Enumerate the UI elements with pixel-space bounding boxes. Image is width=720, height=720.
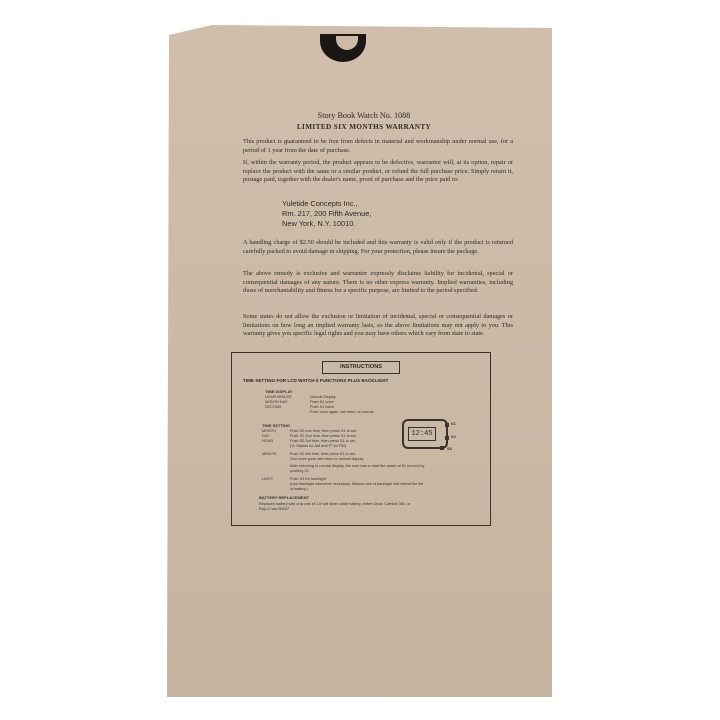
address-line-1: Yuletide Concepts Inc., [282, 199, 358, 208]
button-label-s1: S1 [451, 421, 456, 426]
warranty-paragraph-3: A handling charge of $2.50 should be included and this warranty is valid only if the product is returned carefully packed to avoid damage in shipping. For your protection, please insure the package. [243, 239, 513, 255]
time-display-text: Normal Display [310, 395, 336, 399]
instructions-title: INSTRUCTIONS [322, 361, 400, 374]
time-display-text: Push S1 once [310, 400, 334, 404]
time-setting-label: DAY [262, 434, 270, 438]
warranty-heading: LIMITED SIX MONTHS WARRANTY [296, 123, 432, 131]
battery-text: Ray-O-Vac RW47 [259, 507, 290, 511]
address-line-2: Rm. 217, 200 Fifth Avenue, [282, 209, 372, 219]
watch-button-icon [445, 436, 449, 440]
time-setting-text: Push S2 2nd time, then press S1 to set. [290, 434, 357, 438]
time-setting-text: pushing S1. [290, 469, 311, 473]
time-setting-text: Push S2 one time, then press S1 to set. [290, 429, 357, 433]
button-label-s3: S3 [447, 446, 452, 451]
time-setting-text: ('A' Stands for AM and 'P' for PM) [290, 444, 347, 448]
time-setting-text: (Use backlight whenever necessary. Seldom use of backlight will extend the life [290, 482, 424, 486]
watch-button-icon [440, 446, 444, 450]
time-display-text: Push once again, will return to normal [310, 410, 374, 414]
watch-screen: 12:45 [408, 427, 436, 441]
time-display-text: Push S1 twice [310, 405, 335, 409]
address-line-3: New York, N.Y. 10010. [282, 219, 356, 229]
time-display-header: TIME DISPLAY [265, 389, 293, 394]
time-setting-text: After returning to normal display, the user has to start the watch at 01 second by [290, 464, 425, 468]
time-setting-text: Push S2 3rd time, then press S1 to set. [290, 439, 357, 443]
time-setting-text: Push S2 4th time, then press S1 to set. [290, 452, 356, 456]
warranty-paragraph-1: This product is guaranteed to be free from defects in material and workmanship under normal use, for a period of 1 year from the date of purchase. [243, 138, 513, 154]
time-setting-text: Push S3 for backlight. [290, 477, 327, 481]
watch-button-icon [445, 423, 449, 427]
time-setting-label: LIGHT [262, 477, 274, 481]
time-setting-text: One more push will return to normal display. [290, 457, 365, 461]
time-setting-label: HOUR [262, 439, 274, 443]
battery-header: BATTERY REPLACEMENT [259, 495, 309, 500]
warranty-paragraph-2: If, within the warranty period, the product appears to be defective, warrantor will, at its option, repair or replace the product with the same or a similar product, or refund the full purchase price. Simply return it, postage paid, together with the dealer's name, proof of purchase and the price paid to: [243, 159, 513, 184]
button-label-s2: S2 [451, 434, 456, 439]
time-setting-header: TIME SETTING [262, 423, 290, 428]
time-display-label: SECOND [265, 405, 282, 409]
warranty-paragraph-5: Some states do not allow the exclusion or limitation of incidental, special or consequential damages or limitations on how long an implied warranty lasts, so the above limitations may not apply to you. This warranty gives you specific legal rights and you may have others which vary from state to state. [243, 313, 513, 338]
time-display-label: MONTH DAY [265, 400, 288, 404]
product-title: Story Book Watch No. 1088 [317, 111, 411, 120]
battery-text: Replaces battery with only one of 1.5 volt silver oxide battery, either Union Carbide 392, or [259, 502, 411, 506]
instructions-subtitle: TIME SETTING FOR LCD WATCH 5 FUNCTIONS PLUS BACKLIGHT [243, 378, 389, 383]
time-setting-label: MONTH [262, 429, 276, 433]
time-display-label: HOUR MINUTE [265, 395, 292, 399]
return-address [282, 199, 502, 230]
warranty-paragraph-4: The above remedy is exclusive and warrantor expressly disclaims liability for incidental, special or consequential damages of any nature. There is no other express warranty. Implied warranties, including those of merchantability and fitness for a specific purpose, are limited to the period specified. [243, 270, 513, 295]
time-setting-label: MINUTE [262, 452, 277, 456]
time-setting-text: of battery.) [290, 487, 308, 491]
